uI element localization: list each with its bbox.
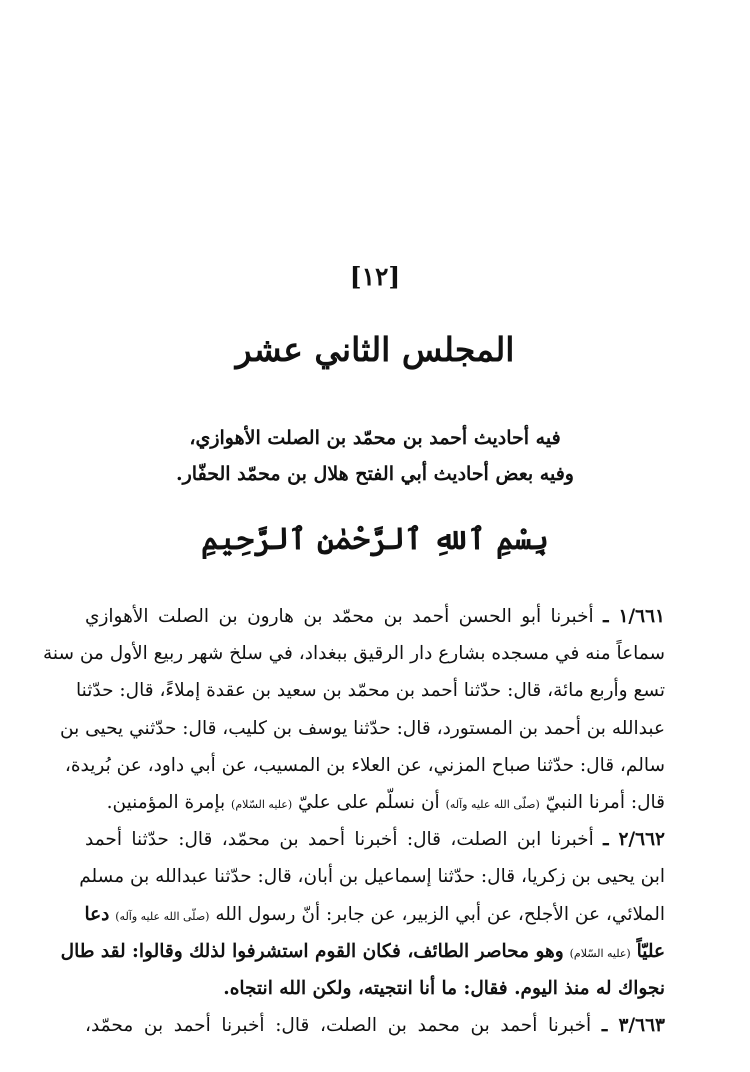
hadith-line-text: وهو محاصر الطائف، فكان القوم استشرفوا لذلك وقالوا: لقد طال — [60, 940, 564, 962]
chapter-intro — [0, 420, 750, 492]
hadith-line-text: قال: أمرنا النبيّ — [545, 791, 665, 813]
chapter-number: [١٢] — [349, 262, 401, 291]
honorific: (عليه السّلام) — [569, 946, 631, 960]
hadith-line-text: أخبرنا ابن الصلت، قال: أخبرنا أحمد بن محمّد، قال: حدّثنا أحمد — [85, 829, 594, 851]
hadith-line-text: عليّاً — [636, 940, 665, 962]
hadith-2-line-2: ابن يحيى بن زكريا، قال: حدّثنا إسماعيل بن أبان، قال: حدّثنا عبدالله بن مسلم — [79, 866, 665, 888]
hadith-line-text: بإمرة المؤمنين. — [106, 791, 226, 813]
hadith-1-line-6 — [85, 784, 665, 821]
hadith-1-line-5: سالم، قال: حدّثنا صباح المزني، عن العلاء بن المسيب، عن أبي داود، عن بُريدة، — [64, 754, 665, 776]
hadith-line-text: دعا — [84, 903, 110, 925]
hadith-2-line-1 — [85, 821, 665, 858]
honorific: (عليه السّلام) — [231, 797, 293, 811]
hadith-line-text: أخبرنا أبو الحسن أحمد بن محمّد بن هارون بن الصلت الأهوازي — [85, 606, 594, 627]
hadith-2-line-5 — [85, 970, 665, 1007]
hadith-line-text: أخبرنا أحمد بن محمد بن الصلت، قال: أخبرنا أحمد بن محمّد، — [85, 1015, 592, 1037]
hadith-1-line-2: سماعاً منه في مسجده بشارع دار الرقيق ببغداد، في سلخ شهر ربيع الأول من سنة — [42, 643, 665, 665]
hadith-text — [42, 598, 665, 1044]
hadith-line-text: الملائي، عن الأجلح، عن أبي الزبير، عن جابر: أنّ رسول الله — [215, 903, 665, 925]
hadith-number: ١/٦٦١ ـ — [603, 606, 665, 627]
basmala: بِسْمِ ٱللهِ ٱلرَّحْمٰنِ ٱلرَّحِيمِ — [201, 522, 549, 557]
hadith-1-line-3: تسع وأربع مائة، قال: حدّثنا أحمد بن محمّد بن سعيد بن عقدة إملاءً، قال: حدّثنا — [76, 680, 665, 702]
hadith-number: ٣/٦٦٣ ـ — [601, 1015, 665, 1037]
hadith-2-line-4 — [60, 933, 665, 970]
hadith-number: ٢/٦٦٢ ـ — [603, 829, 665, 851]
hadith-line-text: نجواك له منذ اليوم. فقال: ما أنا انتجيته، ولكن الله انتجاه. — [223, 977, 665, 999]
hadith-3-line-1 — [85, 1007, 665, 1044]
hadith-1-line-1 — [85, 598, 665, 635]
honorific: (صلّى الله عليه وآله) — [445, 797, 540, 811]
intro-line-1: فيه أحاديث أحمد بن محمّد بن الصلت الأهوازي، — [189, 427, 561, 449]
hadith-2-line-3 — [85, 896, 665, 933]
hadith-1-line-4: عبدالله بن أحمد بن المستورد، قال: حدّثنا يوسف بن كليب، قال: حدّثني يحيى بن — [60, 717, 665, 739]
hadith-line-text: أن نسلّم على عليّ — [298, 791, 440, 813]
chapter-title: المجلس الثاني عشر — [235, 330, 515, 369]
honorific: (صلّى الله عليه وآله) — [115, 909, 210, 923]
intro-line-2: وفيه بعض أحاديث أبي الفتح هلال بن محمّد الحفّار. — [176, 463, 574, 485]
